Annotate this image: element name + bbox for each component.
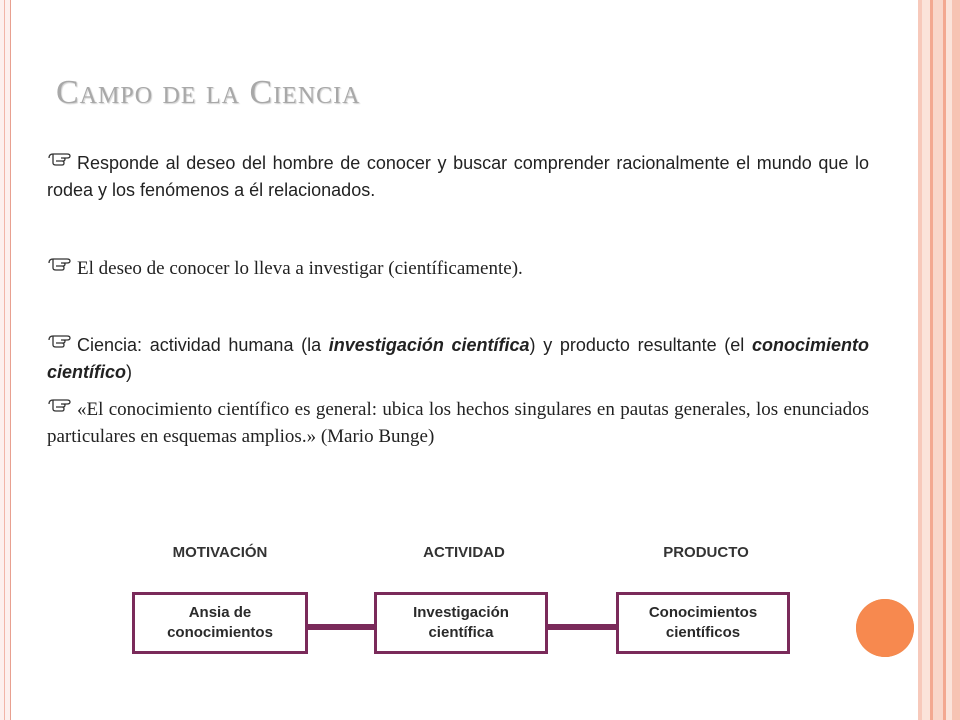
box-text-line: Investigación xyxy=(413,604,509,621)
diagram-box-motivacion xyxy=(132,592,308,654)
box-text-line: Conocimientos xyxy=(648,604,758,621)
bullet-text-part: ) xyxy=(126,362,133,382)
diagram-box-actividad xyxy=(374,592,548,654)
bullet-text-part: ) y producto resultante (el xyxy=(529,335,752,355)
bullet-emphasis: conocimiento científico xyxy=(47,335,869,382)
bullet-text: «El conocimiento científico es general: ubica los hechos singulares en pautas generales, los enunciados particulares en esquemas amplios.» (Mario Bunge) xyxy=(47,399,869,447)
bullet-text: Responde al deseo del hombre de conocer y buscar comprender racionalmente el mundo que lo rodea y los fenómenos a él relacionados. xyxy=(47,153,869,200)
left-border-decoration xyxy=(0,0,11,720)
orange-circle-decoration xyxy=(856,599,914,657)
diagram-box-producto xyxy=(616,592,790,654)
box-text-line: científicos xyxy=(665,624,741,641)
bullet-text: El deseo de conocer lo lleva a investigar (científicamente). xyxy=(77,258,523,279)
diagram-connector xyxy=(306,624,376,630)
box-text-line: científica xyxy=(428,624,494,641)
diagram-label-motivacion: MOTIVACIÓN xyxy=(172,544,268,561)
bullet-emphasis: investigación científica xyxy=(328,335,530,355)
pointing-hand-icon xyxy=(47,394,77,410)
flow-diagram xyxy=(128,540,798,670)
pointing-hand-icon xyxy=(47,148,77,164)
diagram-label-actividad: ACTIVIDAD xyxy=(423,544,505,561)
bullet-item xyxy=(47,332,869,386)
box-text-line: Ansia de xyxy=(188,604,252,621)
pointing-hand-icon xyxy=(47,330,77,346)
box-text-line: conocimientos xyxy=(167,624,273,641)
diagram-connector xyxy=(546,624,618,630)
bullet-item xyxy=(47,255,869,282)
pointing-hand-icon xyxy=(47,253,77,269)
bullet-text-part: Ciencia: actividad humana (la xyxy=(77,335,329,355)
left-border-line xyxy=(4,0,5,720)
bullet-item xyxy=(47,150,869,204)
diagram-label-producto: PRODUCTO xyxy=(663,544,749,561)
slide-title: Campo de la Ciencia xyxy=(56,74,361,111)
bullet-item xyxy=(47,396,869,450)
right-stripes-decoration xyxy=(918,0,960,720)
